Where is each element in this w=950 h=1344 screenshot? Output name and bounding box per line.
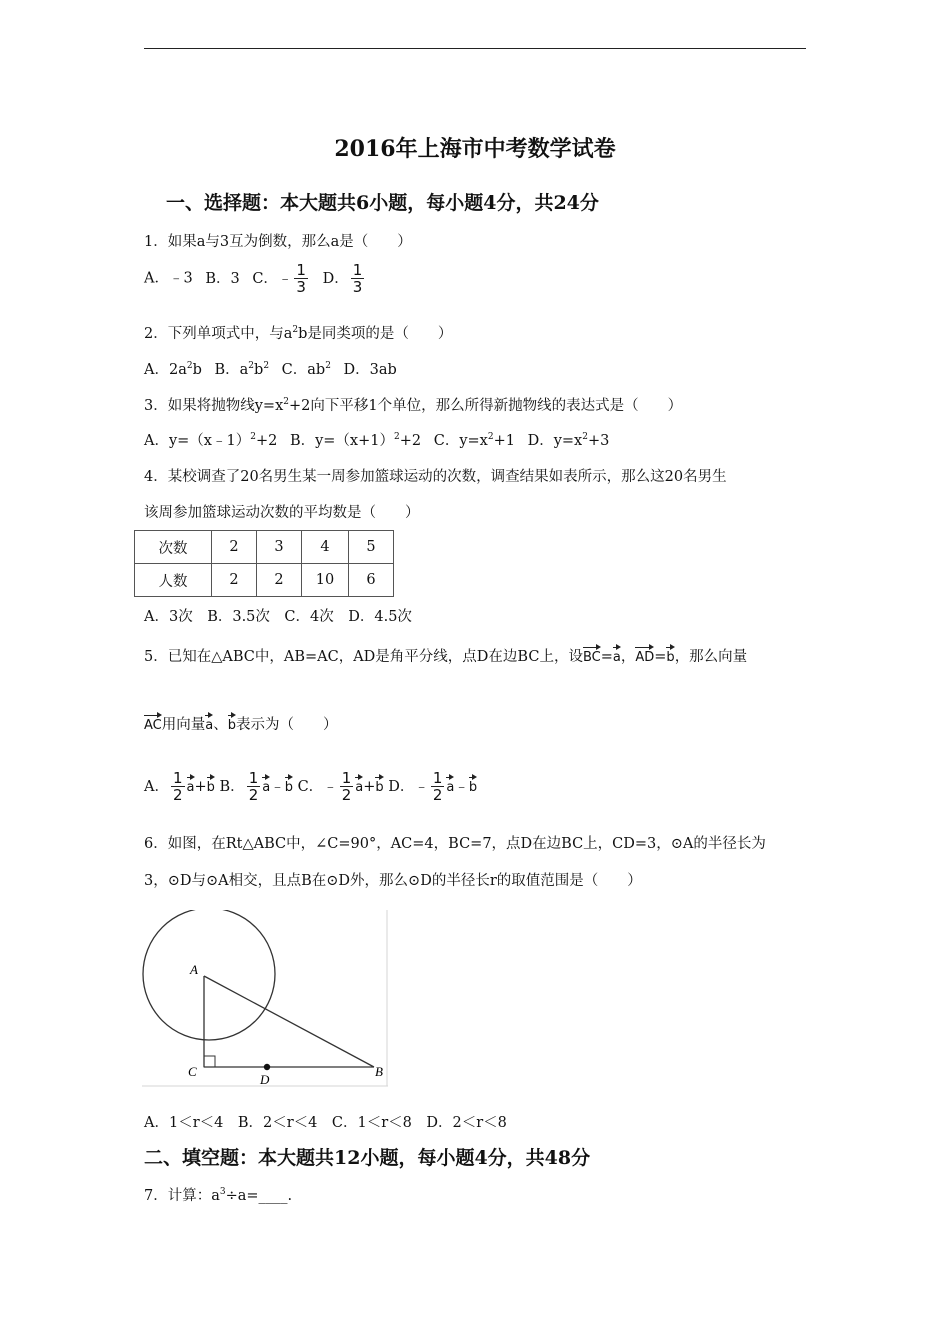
vector-bc: BC <box>583 644 601 665</box>
q2-option-d: D．3ab <box>343 362 397 378</box>
text: ﹣ <box>270 778 285 795</box>
question-5-options <box>144 770 477 803</box>
q3-option-a <box>144 433 277 449</box>
table-cell: 2 <box>212 531 257 564</box>
label-c: C <box>188 1064 197 1079</box>
table-cell: 3 <box>257 531 302 564</box>
text: 表示为（ ） <box>235 717 338 733</box>
q3-option-b <box>290 433 421 449</box>
q2-option-a <box>144 362 202 378</box>
fraction-numerator: 1 <box>248 769 259 787</box>
question-5-line-2 <box>144 712 337 734</box>
section-heading-choice: 一、选择题：本大题共6小题，每小题4分，共24分 <box>166 192 599 214</box>
table-cell: 10 <box>302 564 349 597</box>
question-2-stem <box>144 322 452 343</box>
text: + <box>363 778 376 795</box>
question-3-stem <box>144 394 682 415</box>
fraction-denominator: 2 <box>248 786 259 804</box>
q5-option-b <box>219 769 293 804</box>
text: +3 <box>587 433 610 449</box>
vector-b: b <box>228 712 236 733</box>
fraction-half <box>340 770 354 803</box>
q2-option-b <box>214 362 269 378</box>
q1-option-c-fraction <box>294 262 308 295</box>
question-6-line-1: 6．如图，在Rt△ABC中，∠C=90°，AC=4，BC=7，点D在边BC上，CD=3，⊙A的半径长为 <box>144 836 766 852</box>
text: D．y=x <box>527 433 583 449</box>
label-a: A <box>190 962 198 977</box>
text: A．2a <box>144 362 187 378</box>
question-7 <box>144 1184 292 1205</box>
text: b是同类项的是（ ） <box>298 326 453 342</box>
question-4-options: A．3次 B．3.5次 C．4次 D．4.5次 <box>144 609 412 625</box>
fraction-denominator: 2 <box>341 786 352 804</box>
question-5-line-1 <box>144 644 747 666</box>
superscript: 2 <box>487 432 494 443</box>
header-rule <box>144 48 806 49</box>
superscript: 2 <box>292 325 299 336</box>
text: = <box>654 649 667 665</box>
vector-b: b <box>469 774 477 795</box>
text: B．a <box>214 362 249 378</box>
fraction-denominator: 2 <box>432 786 443 804</box>
label-d: D <box>260 1072 270 1087</box>
text: 2．下列单项式中，与a <box>144 326 293 342</box>
text: + <box>194 778 207 795</box>
vector-ad: AD <box>635 644 654 665</box>
fraction-half <box>171 770 185 803</box>
fraction-half <box>247 770 261 803</box>
question-4-line-2: 该周参加篮球运动次数的平均数是（ ） <box>144 505 420 521</box>
text: ，那么向量 <box>674 649 748 665</box>
q3-option-c <box>434 433 515 449</box>
text: b <box>254 362 264 378</box>
question-1-stem: 1．如果a与3互为倒数，那么a是（ ） <box>144 234 412 250</box>
q1-option-a: A．﹣3 <box>144 270 193 287</box>
question-6-options: A．1＜r＜4 B．2＜r＜4 C．1＜r＜8 D．2＜r＜8 <box>144 1115 507 1131</box>
text: 、 <box>213 717 228 733</box>
text: B．y=（x+1） <box>289 433 394 449</box>
table-cell: 6 <box>349 564 394 597</box>
table-row <box>135 531 394 564</box>
q1-option-c: C．﹣ <box>252 270 293 287</box>
table-cell: 2 <box>257 564 302 597</box>
superscript: 2 <box>582 432 588 443</box>
fraction-numerator: 1 <box>432 769 443 787</box>
text: C．﹣ <box>297 778 338 795</box>
q5-option-a <box>144 769 215 804</box>
text: +2 <box>399 433 422 449</box>
table-cell: 人数 <box>135 564 212 597</box>
text: ﹣ <box>454 778 469 795</box>
text: 5．已知在△ABC中，AB=AC，AD是角平分线，点D在边BC上，设 <box>144 649 583 665</box>
right-angle-mark <box>204 1056 215 1067</box>
vector-ac: AC <box>144 712 162 733</box>
question-4-line-1: 4．某校调查了20名男生某一周参加篮球运动的次数，调查结果如表所示，那么这20名男生 <box>144 469 727 485</box>
superscript: 2 <box>394 432 400 443</box>
segment-ab <box>204 976 374 1067</box>
vector-b: b <box>666 644 674 665</box>
superscript: 2 <box>263 361 270 372</box>
text: ÷a=____. <box>225 1188 293 1204</box>
text: = <box>600 649 613 665</box>
vector-a: a <box>355 774 363 795</box>
vector-b: b <box>207 774 215 795</box>
text: 用向量 <box>161 717 206 733</box>
q2-option-c <box>282 362 331 378</box>
vector-a: a <box>205 712 213 733</box>
superscript: 2 <box>325 361 331 372</box>
text: ， <box>620 649 636 665</box>
superscript: 2 <box>248 361 255 372</box>
fraction-denominator: 2 <box>172 786 183 804</box>
table-cell: 次数 <box>135 531 212 564</box>
table-row <box>135 564 394 597</box>
text: 7．计算：a <box>144 1188 220 1204</box>
fraction-denominator: 3 <box>296 278 306 296</box>
q1-option-b: B．3 <box>205 270 240 287</box>
superscript: 2 <box>283 397 289 408</box>
table-cell: 2 <box>212 564 257 597</box>
q1-option-d-fraction <box>351 262 365 295</box>
fraction-numerator: 1 <box>172 769 183 787</box>
fraction-numerator: 1 <box>341 769 352 787</box>
geometry-figure <box>142 910 390 1088</box>
vector-a: a <box>446 774 454 795</box>
vector-a: a <box>613 644 621 665</box>
fraction-numerator: 1 <box>296 261 306 279</box>
text: C．ab <box>281 362 326 378</box>
vector-a: a <box>262 774 270 795</box>
text: A．y=（x﹣1） <box>144 433 251 449</box>
circle-a <box>143 910 275 1040</box>
superscript: 3 <box>219 1187 226 1198</box>
text: D．﹣ <box>388 778 429 795</box>
text: B． <box>219 778 245 795</box>
page-title: 2016年上海市中考数学试卷 <box>334 136 616 162</box>
fraction-denominator: 3 <box>352 278 363 296</box>
q1-option-d: D． <box>322 270 349 287</box>
question-3-options <box>144 429 609 450</box>
text: A． <box>144 778 169 795</box>
vector-b: b <box>375 774 383 795</box>
superscript: 2 <box>186 361 193 372</box>
text: +2向下平移1个单位，那么所得新抛物线的表达式是（ ） <box>288 398 683 414</box>
vector-a: a <box>187 774 195 795</box>
fraction-numerator: 1 <box>352 261 363 279</box>
text: 3．如果将抛物线y=x <box>144 398 284 414</box>
text: C．y=x <box>433 433 488 449</box>
vector-b: b <box>285 774 293 795</box>
fraction-half <box>431 770 445 803</box>
q3-option-d <box>528 433 610 449</box>
frequency-table <box>134 530 394 597</box>
q5-option-d <box>388 769 478 804</box>
question-6-line-2: 3，⊙D与⊙A相交，且点B在⊙D外，那么⊙D的半径长r的取值范围是（ ） <box>144 873 642 889</box>
question-2-options <box>144 358 397 379</box>
table-cell: 4 <box>302 531 349 564</box>
q5-option-c <box>297 769 384 804</box>
question-1-options <box>144 262 366 295</box>
point-d <box>264 1064 270 1070</box>
section-heading-fill: 二、填空题：本大题共12小题，每小题4分，共48分 <box>144 1147 591 1169</box>
superscript: 2 <box>250 432 256 443</box>
text: +1 <box>493 433 515 449</box>
text: +2 <box>255 433 278 449</box>
text: b <box>192 362 202 378</box>
label-b: B <box>375 1064 383 1079</box>
table-cell: 5 <box>349 531 394 564</box>
